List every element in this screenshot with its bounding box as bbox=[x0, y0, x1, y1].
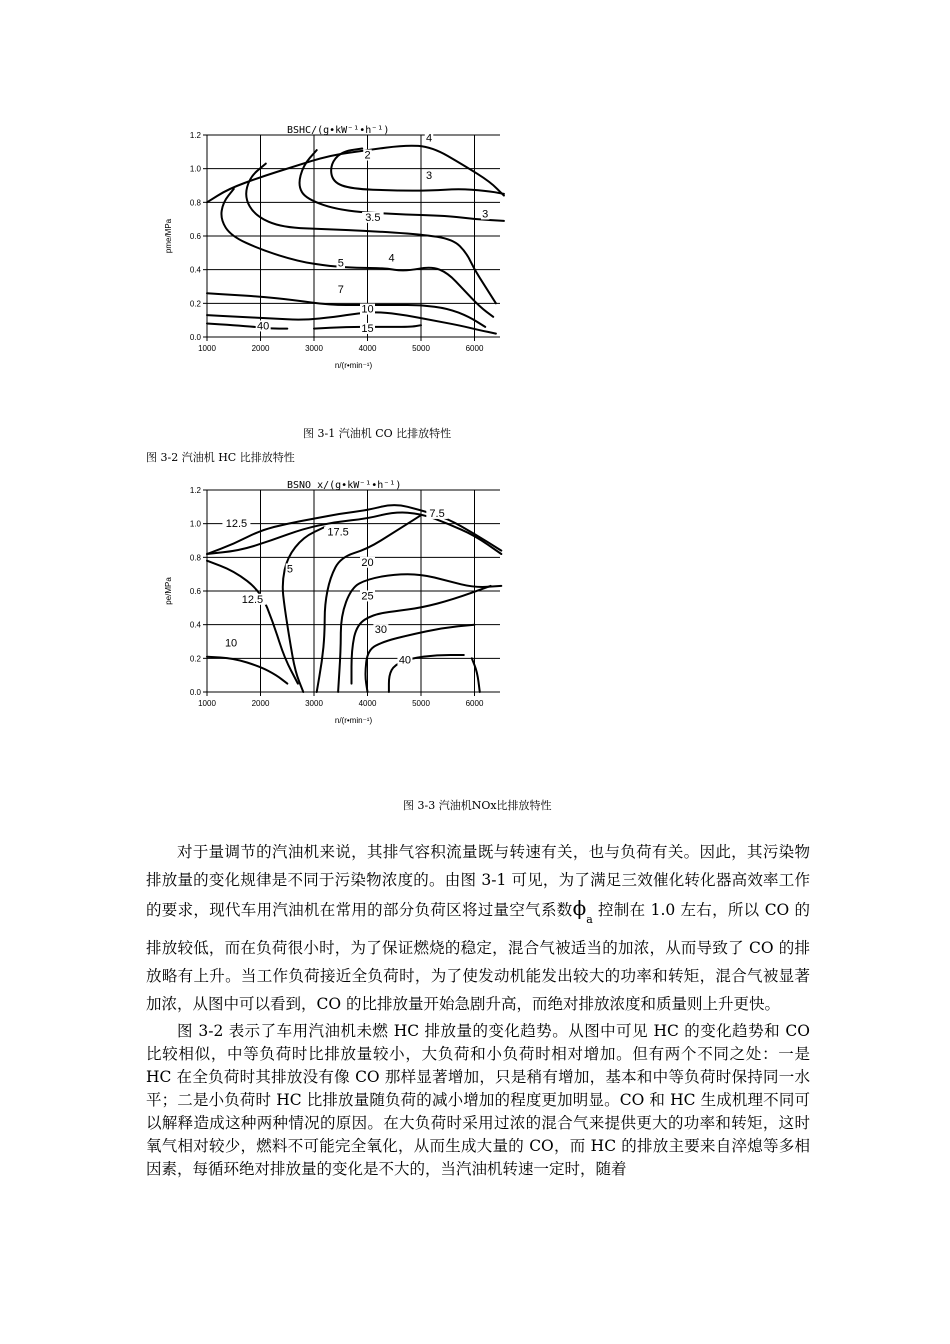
figure-3-3-caption: 图 3-3 汽油机NOx比排放特性 bbox=[403, 799, 552, 812]
contour-line-10 bbox=[207, 657, 287, 684]
x-tick-label: 4000 bbox=[358, 344, 377, 353]
figure-bsnox-chart bbox=[150, 470, 510, 735]
paragraph-2: 图 3-2 表示了车用汽油机未燃 HC 排放量的变化趋势。从图中可见 HC 的变化趋势和 CO 比较相似，中等负荷时比排放量较小，大负荷和小负荷时相对增加。但有两个不同之处：一是 HC 在全负荷时其排放没有像 CO 那样显著增加，只是稍有增加，基本和中等负荷时保持同一水平；二是小负荷时 HC 比排放量随负荷的减小增加的程度更加明显。CO 和 HC 生成机理不同可以解释造成这种两种情况的原因。在大负荷时采用过浓的混合气来提供更大的功率和转矩，这时氧气相对较少，燃料不可能完全氧化，从而生成大量的 CO，而 HC 的排放主要来自淬熄等多相因素，每循环绝对排放量的变化是不大的，当汽油机转速一定时，随着 bbox=[146, 1022, 810, 1178]
x-tick-label: 6000 bbox=[465, 344, 484, 353]
x-tick-label: 3000 bbox=[305, 699, 323, 708]
bsnox-contour-plot bbox=[150, 470, 510, 735]
contour-line-40b bbox=[472, 658, 480, 692]
x-axis-label: n/(r•min⁻¹) bbox=[334, 716, 373, 725]
x-tick-label: 5000 bbox=[412, 344, 430, 353]
contour-label: 12.5 bbox=[241, 593, 264, 606]
paragraph-1-part-b: 控制在 1.0 左右，所以 CO 的排放较低，而在负荷很小时，为了保证燃烧的稳定，混合气被适当的加浓，从而导致了 CO 的排放略有上升。当工作负荷接近全负荷时，为了使发动机能发出较大的功率和转矩，混合气被显著加浓，从图中可以看到，CO 的比排放量开始急剧升高，而绝对排放浓度和质量则上升更快。 bbox=[146, 901, 810, 1013]
contour-label: 17.5 bbox=[327, 526, 349, 539]
figure-3-1-caption: 图 3-1 汽油机 CO 比排放特性 bbox=[303, 427, 452, 440]
x-tick-label: 2000 bbox=[251, 344, 270, 353]
contour-line-2 bbox=[331, 149, 504, 194]
contour-label: 2 bbox=[364, 149, 371, 162]
contour-label: 7.5 bbox=[429, 507, 445, 520]
y-tick-label: 0.8 bbox=[189, 553, 201, 563]
y-tick-label: 1.2 bbox=[189, 486, 201, 495]
y-axis-label: pe/MPa bbox=[164, 577, 173, 605]
y-tick-label: 0.4 bbox=[189, 620, 201, 630]
contour-label: 7 bbox=[337, 284, 344, 297]
body-text bbox=[146, 838, 810, 1181]
y-tick-label: 0.8 bbox=[189, 198, 201, 208]
x-tick-label: 3000 bbox=[305, 344, 323, 353]
contour-label: 4 bbox=[388, 252, 395, 265]
x-tick-label: 1000 bbox=[198, 699, 216, 708]
contour-line-7-5 bbox=[207, 513, 501, 554]
contour-label: 5 bbox=[337, 257, 344, 270]
contour-line-4 bbox=[207, 146, 504, 203]
contour-label: 4 bbox=[425, 132, 433, 145]
contour-line-3 bbox=[300, 150, 504, 221]
y-tick-label: 0.6 bbox=[189, 232, 201, 241]
chart-title: BSHC/(g•kW⁻¹•h⁻¹) bbox=[287, 125, 390, 136]
y-tick-label: 0.0 bbox=[189, 688, 201, 697]
y-tick-label: 0.4 bbox=[189, 265, 201, 275]
contour-label: 5 bbox=[286, 563, 293, 576]
contour-label: 30 bbox=[374, 624, 387, 637]
contour-line-3-5 bbox=[246, 164, 496, 304]
contour-label: 15 bbox=[361, 322, 374, 335]
x-tick-label: 2000 bbox=[251, 699, 270, 708]
x-tick-label: 1000 bbox=[198, 344, 216, 353]
contour-label: 3.5 bbox=[365, 211, 381, 224]
contour-line-40 bbox=[207, 324, 287, 329]
phi-subscript: a bbox=[586, 913, 593, 926]
paragraph-1-part-a: 对于量调节的汽油机来说，其排气容积流量既与转速有关，也与负荷有关。因此，其污染物排放量的变化规律是不同于污染物浓度的。由图 3-1 可见，为了满足三效催化转化器高效率工作的要求，现代车用汽油机在常用的部分负荷区将过量空气系数 bbox=[146, 843, 810, 919]
contour-label: 40 bbox=[257, 320, 270, 333]
contour-line-10 bbox=[207, 312, 496, 333]
contour-label: 3 bbox=[482, 208, 489, 221]
y-tick-label: 0.2 bbox=[189, 654, 201, 664]
y-tick-label: 0.6 bbox=[189, 587, 201, 596]
contour-label: 12.5 bbox=[225, 518, 248, 531]
contour-label: 25 bbox=[361, 590, 374, 603]
y-tick-label: 1.0 bbox=[189, 519, 201, 529]
figure-3-2-caption: 图 3-2 汽油机 HC 比排放特性 bbox=[146, 451, 295, 464]
contour-label: 10 bbox=[361, 303, 374, 316]
contour-label: 3 bbox=[425, 169, 433, 182]
y-axis-label: pme/MPa bbox=[164, 218, 173, 254]
x-tick-label: 4000 bbox=[358, 699, 377, 708]
y-tick-label: 0.2 bbox=[189, 299, 201, 309]
contour-label: 20 bbox=[361, 556, 374, 569]
phi-symbol: ϕ bbox=[572, 896, 587, 920]
paragraph-1 bbox=[146, 838, 810, 1018]
bshc-contour-plot bbox=[150, 115, 510, 380]
y-tick-label: 0.0 bbox=[189, 333, 201, 342]
figure-bshc-chart bbox=[150, 115, 510, 380]
y-tick-label: 1.0 bbox=[189, 164, 201, 174]
y-tick-label: 1.2 bbox=[189, 131, 201, 140]
contour-label: 10 bbox=[224, 637, 238, 650]
x-axis-label: n/(r•min⁻¹) bbox=[334, 361, 373, 370]
x-tick-label: 6000 bbox=[465, 699, 484, 708]
chart-title: BSNO x/(g•kW⁻¹•h⁻¹) bbox=[287, 480, 402, 491]
contour-label: 40 bbox=[398, 654, 412, 667]
x-tick-label: 5000 bbox=[412, 699, 430, 708]
